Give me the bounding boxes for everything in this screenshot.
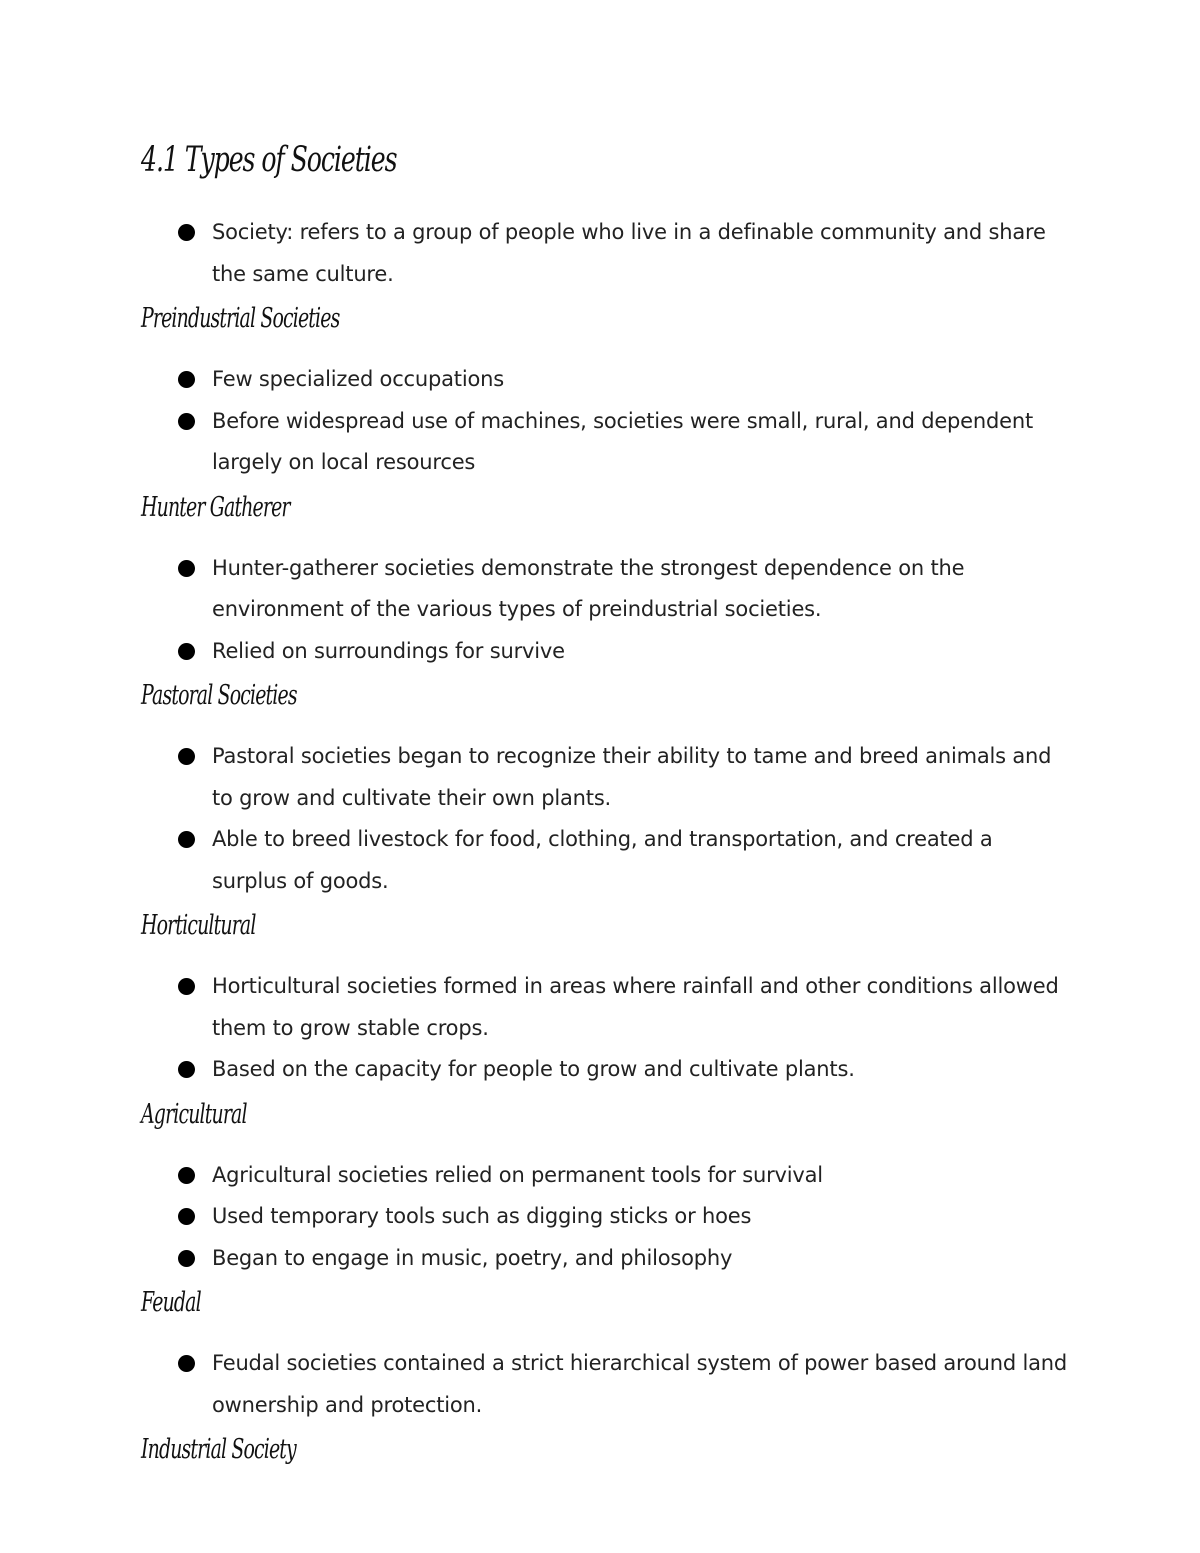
bullet-icon	[178, 643, 195, 660]
list-item	[141, 1343, 1071, 1426]
bullet-icon	[178, 1250, 195, 1267]
bullet-icon	[178, 413, 195, 430]
list-item	[141, 548, 1071, 631]
section-heading-preindustrial: Preindustrial Societies	[141, 303, 340, 334]
bullet-text: Before widespread use of machines, societies were small, rural, and dependent largely on local resources	[212, 408, 1033, 474]
list-item	[141, 1155, 1071, 1197]
bullet-text: Hunter-gatherer societies demonstrate the strongest dependence on the environment of the various types of preindustrial societies.	[212, 555, 965, 621]
section-heading-industrial: Industrial Society	[141, 1434, 296, 1465]
bullet-text: Relied on surroundings for survive	[212, 638, 565, 663]
list-item	[141, 401, 1071, 484]
bullet-text: Feudal societies contained a strict hierarchical system of power based around land ownership and protection.	[212, 1351, 1068, 1417]
bullet-text: Few specialized occupations	[212, 367, 504, 391]
bullet-icon	[178, 1061, 195, 1078]
bullet-icon	[178, 831, 195, 848]
list-item	[141, 1238, 1071, 1280]
bullet-icon	[178, 560, 195, 577]
bullet-text: Society: refers to a group of people who live in a definable community and share the same culture.	[212, 220, 1046, 286]
bullet-list-feudal	[141, 1343, 1071, 1426]
list-item	[141, 1196, 1071, 1238]
bullet-icon	[178, 1355, 195, 1372]
section-heading-horticultural: Horticultural	[141, 910, 256, 941]
bullet-icon	[178, 748, 195, 765]
bullet-text: Based on the capacity for people to grow and cultivate plants.	[212, 1057, 855, 1081]
bullet-text: Began to engage in music, poetry, and philosophy	[212, 1245, 733, 1270]
page-title: 4.1 Types of Societies	[141, 140, 397, 180]
list-item	[141, 819, 1071, 902]
bullet-list-pastoral	[141, 736, 1071, 902]
intro-bullet-list	[141, 212, 1071, 295]
bullet-text: Pastoral societies began to recognize their ability to tame and breed animals and to grow and cultivate their own plants.	[212, 744, 1052, 810]
section-heading-agricultural: Agricultural	[141, 1098, 247, 1130]
list-item	[141, 631, 1071, 673]
list-item	[141, 736, 1071, 819]
section-heading-feudal: Feudal	[141, 1287, 201, 1318]
list-item	[141, 966, 1071, 1049]
bullet-list-agricultural	[141, 1155, 1071, 1280]
section-heading-pastoral: Pastoral Societies	[141, 680, 297, 711]
bullet-icon	[178, 1167, 195, 1184]
bullet-list-hunter-gatherer	[141, 548, 1071, 673]
document-content	[141, 138, 1071, 1490]
list-item	[141, 212, 1071, 295]
bullet-list-preindustrial	[141, 359, 1071, 484]
bullet-icon	[178, 371, 195, 388]
bullet-list-horticultural	[141, 966, 1071, 1091]
bullet-icon	[178, 978, 195, 995]
section-heading-hunter-gatherer: Hunter Gatherer	[141, 491, 290, 523]
bullet-text: Agricultural societies relied on permanent tools for survival	[212, 1162, 823, 1187]
bullet-text: Horticultural societies formed in areas where rainfall and other conditions allowed them to grow stable crops.	[212, 974, 1059, 1040]
bullet-icon	[178, 1208, 195, 1225]
bullet-text: Used temporary tools such as digging sticks or hoes	[212, 1204, 752, 1228]
list-item	[141, 359, 1071, 401]
bullet-icon	[178, 224, 195, 241]
list-item	[141, 1049, 1071, 1091]
bullet-text: Able to breed livestock for food, clothing, and transportation, and created a surplus of goods.	[212, 827, 993, 893]
